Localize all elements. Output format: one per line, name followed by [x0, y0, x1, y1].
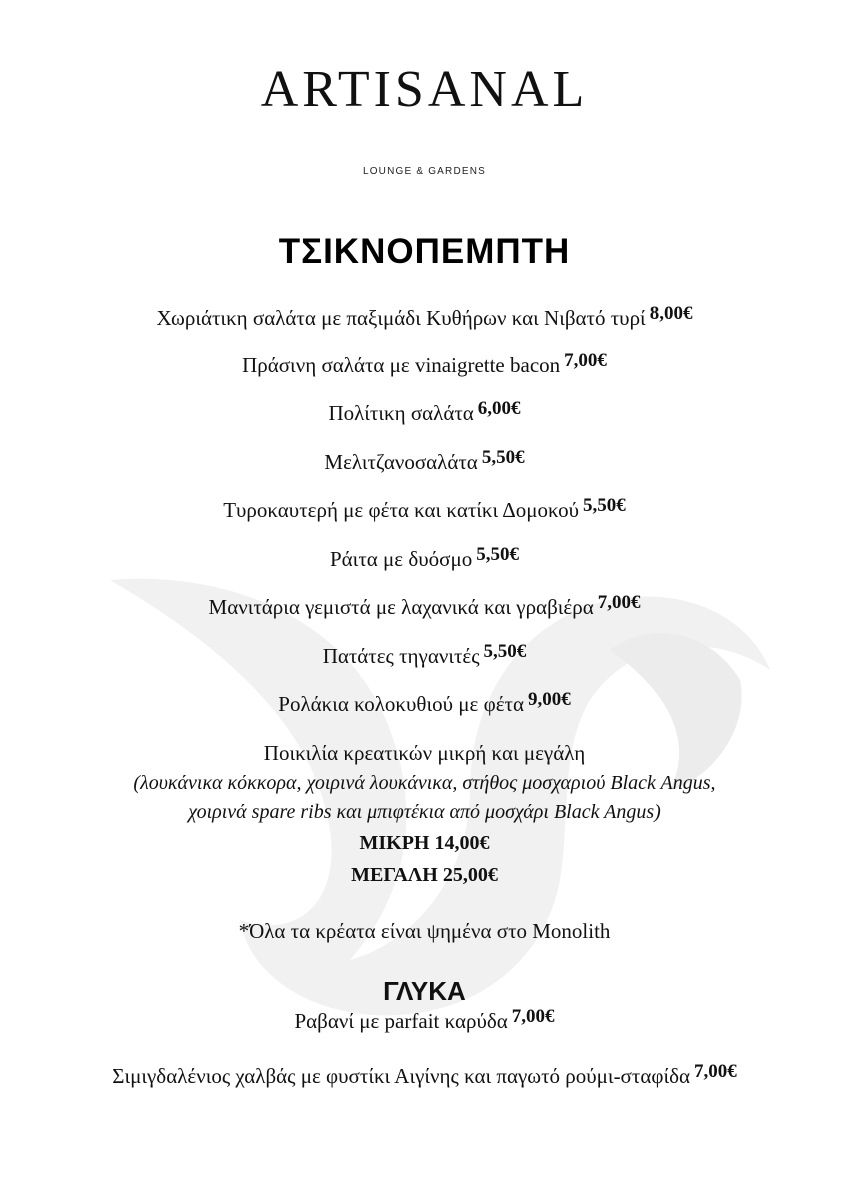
platter-small-price: ΜΙΚΡΗ 14,00€ — [359, 832, 490, 854]
dessert-item-price: 7,00€ — [694, 1061, 737, 1082]
menu-item-price: 7,00€ — [564, 350, 607, 371]
menu-item-price: 5,50€ — [483, 641, 527, 662]
menu-item-name: Ρολάκια κολοκυθιού με φέτα — [278, 692, 524, 716]
footnote: *Όλα τα κρέατα είναι ψημένα στο Monolith — [238, 919, 611, 943]
menu-item-name: Πολίτικη σαλάτα — [328, 401, 474, 425]
desserts-title: ΓΛΥΚΑ — [383, 976, 466, 1006]
menu-title: ΤΣΙΚΝΟΠΕΜΠΤΗ — [278, 232, 571, 271]
menu-item-price: 5,50€ — [583, 495, 626, 516]
dessert-item-name: Σιμιγδαλένιος χαλβάς με φυστίκι Αιγίνης και παγωτό ρούμι-σταφίδα — [112, 1064, 690, 1088]
menu-item — [0, 305, 849, 333]
brand-tagline: LOUNGE & GARDENS — [362, 166, 487, 177]
menu-item-price: 9,00€ — [527, 689, 571, 710]
menu-item — [0, 643, 849, 671]
menu-item — [0, 497, 849, 525]
menu-item-name: Χωριάτικη σαλάτα με παξιμάδι Κυθήρων και Νιβατό τυρί — [156, 306, 646, 330]
brand-name: ARTISANAL — [260, 61, 589, 118]
menu-item — [0, 691, 849, 719]
dessert-item-name: Ραβανί με parfait καρύδα — [294, 1009, 508, 1033]
menu-item-price: 5,50€ — [481, 447, 525, 468]
platter-description-line1: (λουκάνικα κόκκορα, χοιρινά λουκάνικα, στήθος μοσχαριού Black Angus, — [133, 772, 716, 794]
menu-item-price: 8,00€ — [649, 303, 693, 324]
dessert-item — [0, 1008, 849, 1036]
menu-item-price: 6,00€ — [477, 398, 521, 419]
dessert-item-price: 7,00€ — [511, 1006, 555, 1027]
menu-item-price: 5,50€ — [476, 544, 519, 565]
menu-item — [0, 352, 849, 380]
menu-item-price: 7,00€ — [597, 592, 641, 613]
platter-large-price: ΜΕΓΑΛΗ 25,00€ — [351, 864, 498, 886]
menu-item — [0, 594, 849, 622]
platter-description-line2: χοιρινά spare ribs και μπιφτέκια από μοσχάρι Black Angus) — [188, 801, 661, 823]
dessert-item — [0, 1063, 849, 1091]
menu-item-name: Πράσινη σαλάτα με vinaigrette bacon — [242, 353, 561, 377]
menu-item-name: Μανιτάρια γεμιστά με λαχανικά και γραβιέρα — [208, 595, 594, 619]
brand-logo — [0, 60, 849, 120]
menu-item-name: Πατάτες τηγανιτές — [322, 644, 480, 668]
menu-item — [0, 400, 849, 428]
menu-item — [0, 546, 849, 574]
menu-item-name: Τυροκαυτερή με φέτα και κατίκι Δομοκού — [223, 498, 580, 522]
menu-item-name: Ράιτα με δυόσμο — [330, 547, 473, 571]
menu-item — [0, 449, 849, 477]
menu-item-name: Μελιτζανοσαλάτα — [324, 450, 478, 474]
platter-name: Ποικιλία κρεατικών μικρή και μεγάλη — [263, 741, 586, 765]
